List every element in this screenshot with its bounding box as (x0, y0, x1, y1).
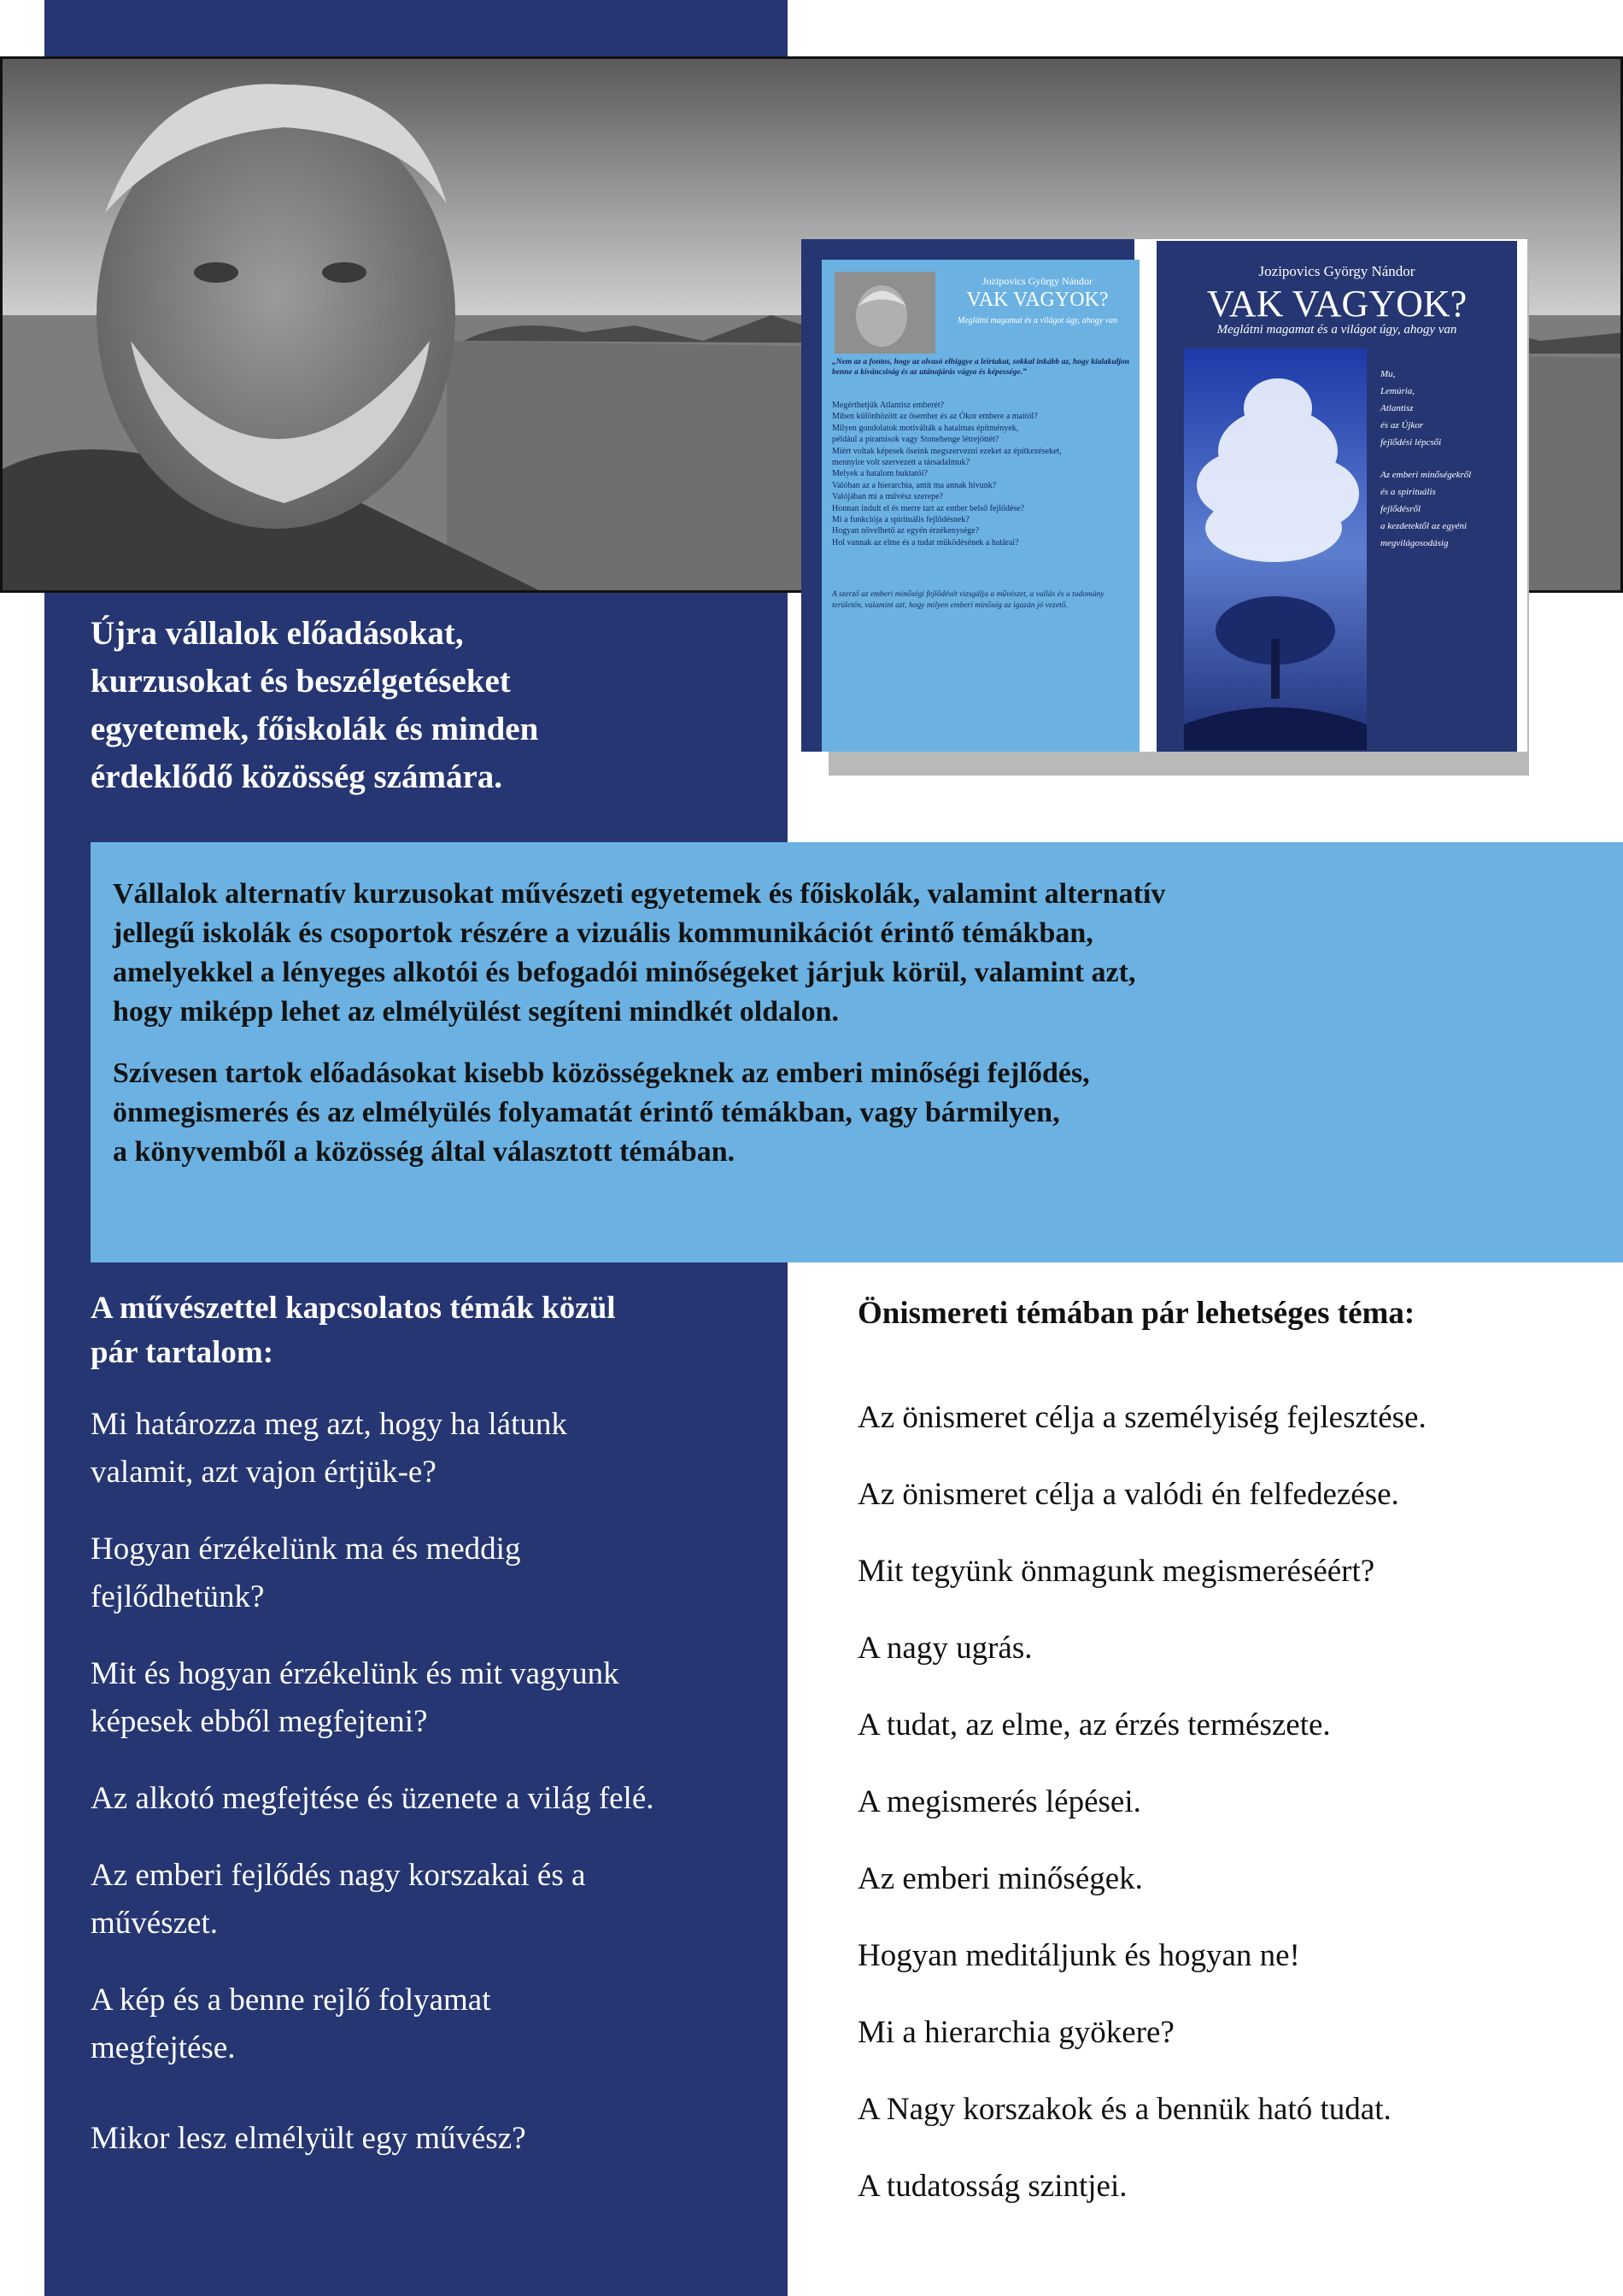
intro-text (113, 875, 1599, 1172)
book-back-subtitle: Meglátni magamat és a világot úgy, ahogy van (957, 316, 1118, 325)
art-topic-item: Az alkotó megfejtése és üzenete a világ felé. (91, 1781, 654, 1816)
question-line: Valóban az a hierarchia, amit ma annak hívunk? (832, 480, 997, 490)
intro-line: önmegismerés és az elmélyülés folyamatát érintő témákban, vagy bármilyen, (113, 1097, 1060, 1128)
art-topics-heading (91, 1286, 774, 1375)
cloud-tree-cover-image (1184, 348, 1367, 750)
side-line: Az emberi minőségekről (1380, 470, 1472, 480)
self-topic-item: Hogyan meditáljunk és hogyan ne! (858, 1938, 1300, 1973)
headline-line: Újra vállalok előadásokat, (91, 615, 464, 652)
book-back-title: VAK VAGYOK? (966, 289, 1109, 311)
self-topic-item: A nagy ugrás. (858, 1631, 1033, 1666)
headline (91, 610, 757, 801)
self-topics-section (858, 1286, 1609, 2204)
intro-paragraph-courses (113, 875, 1599, 1032)
book-front-author: Jozipovics György Nándor (1258, 263, 1415, 279)
side-line: a kezdetektől az egyéni (1380, 521, 1468, 531)
intro-paragraph-lectures (113, 1054, 1599, 1172)
question-line: Miben különbözött az ősember és az Ókor embere a maitól? (832, 412, 1038, 422)
question-line: Valójában mi a művész szerepe? (832, 492, 943, 502)
art-topic-item: A kép és a benne rejlő folyamat megfejtése. (91, 1983, 491, 2065)
heading-line: pár tartalom: (91, 1335, 274, 1370)
headline-line: egyetemek, főiskolák és minden (91, 711, 539, 747)
question-line: Hol vannak az elme és a tudat működésének a határai? (832, 537, 1019, 548)
art-topic-item: Mikor lesz elmélyült egy művész? (91, 2121, 526, 2156)
book-front-side-text (1380, 366, 1514, 552)
question-line: Mi a funkciója a spirituális fejlődésnek? (832, 515, 970, 525)
self-topic-item: Az önismeret célja a valódi én felfedezése. (858, 1477, 1399, 1512)
art-topic-item: Hogyan érzékelünk ma és meddig fejlődhetünk? (91, 1532, 521, 1614)
side-line: megvilágosodásig (1380, 538, 1449, 548)
art-topic-item: Mit és hogyan érzékelünk és mit vagyunk képesek ebből megfejteni? (91, 1656, 619, 1739)
self-topic-item: Mi a hierarchia gyökere? (858, 2015, 1175, 2050)
book-back-author: Jozipovics György Nándor (981, 275, 1093, 287)
intro-line: amelyekkel a lényeges alkotói és befogadói minőségeket járjuk körül, valamint azt, (113, 957, 1136, 988)
question-line: Megérthetjük Atlantisz emberét? (832, 401, 945, 410)
question-line: Melyek a hatalom buktatói? (832, 469, 928, 479)
intro-line: hogy miképp lehet az elmélyülést segíteni mindkét oldalon. (113, 996, 839, 1028)
side-line: és a spirituális (1380, 487, 1436, 497)
side-line: és az Újkor (1380, 420, 1424, 430)
book-back-note: A szerző az emberi minőségi fejlődését vizsgálja a művészet, a vallás és a tudomány területén, valamint azt, hogy milyen emberi minőség az igazán jó vezető. (832, 590, 1104, 610)
book-back-quote: „Nem az a fontos, hogy az olvasó elhiggye a leírtakat, sokkal inkább az, hogy kialakuljon benne a kíváncsiság és az utánajárás vágya és képessége.” (832, 358, 1130, 377)
book-back-questions (832, 400, 1131, 548)
side-line: fejlődésről (1380, 504, 1421, 514)
self-topic-item: A megismerés lépései. (858, 1784, 1141, 1819)
question-line: Miért voltak képesek őseink megszervezni ezeket az építkezéseket, (832, 446, 1062, 456)
headline-line: kurzusokat és beszélgetéseket (91, 663, 511, 700)
art-topics-section (91, 1286, 774, 2163)
art-topic-item: Mi határozza meg azt, hogy ha látunk valamit, azt vajon értjük-e? (91, 1407, 567, 1490)
self-topic-item: A tudatosság szintjei. (858, 2169, 1128, 2204)
headline-line: érdeklődő közösség számára. (91, 758, 503, 795)
self-topic-item: A Nagy korszakok és a bennük ható tudat. (858, 2092, 1392, 2127)
intro-line: Szívesen tartok előadásokat kisebb közösségeknek az emberi minőségi fejlődés, (113, 1057, 1090, 1089)
question-line: Honnan indult el és merre tart az ember belső fejlődése? (832, 503, 1025, 513)
intro-line: Vállalok alternatív kurzusokat művészeti egyetemek és főiskolák, valamint alternatív (113, 878, 1166, 910)
side-line: Atlantisz (1380, 403, 1414, 413)
side-line: Lemúria, (1380, 386, 1415, 396)
question-line: például a piramisok vagy Stonehenge létrejöttét? (832, 435, 999, 445)
question-line: Milyen gondolatok motiválták a hatalmas építmények, (832, 423, 1019, 433)
heading-line: A művészettel kapcsolatos témák közül (91, 1291, 616, 1326)
intro-line: jellegű iskolák és csoportok részére a vizuális kommunikációt érintő témákban, (113, 917, 1093, 949)
side-line: Mu, (1380, 369, 1396, 379)
self-topic-item: Az emberi minőségek. (858, 1861, 1143, 1896)
author-thumbnail-photo (835, 272, 935, 354)
self-topic-item: A tudat, az elme, az érzés természete. (858, 1707, 1331, 1742)
question-line: mennyire volt szervezett a társadalmuk? (832, 458, 970, 468)
intro-line: a könyvemből a közösség által választott témában. (113, 1136, 735, 1168)
self-topics-heading: Önismereti témában pár lehetséges téma: (858, 1296, 1415, 1331)
book-front-title: VAK VAGYOK? (1206, 283, 1468, 325)
book-front-subtitle: Meglátni magamat és a világot úgy, ahogy van (1216, 323, 1457, 337)
question-line: Hogyan növelhető az egyén érzékenysége? (832, 526, 980, 536)
side-line: fejlődési lépcsői (1380, 437, 1442, 448)
self-topic-item: Az önismeret célja a személyiség fejlesztése. (858, 1400, 1427, 1435)
art-topic-item: Az emberi fejlődés nagy korszakai és a művészet. (91, 1858, 586, 1941)
self-topic-item: Mit tegyünk önmagunk megismeréséért? (858, 1554, 1375, 1589)
